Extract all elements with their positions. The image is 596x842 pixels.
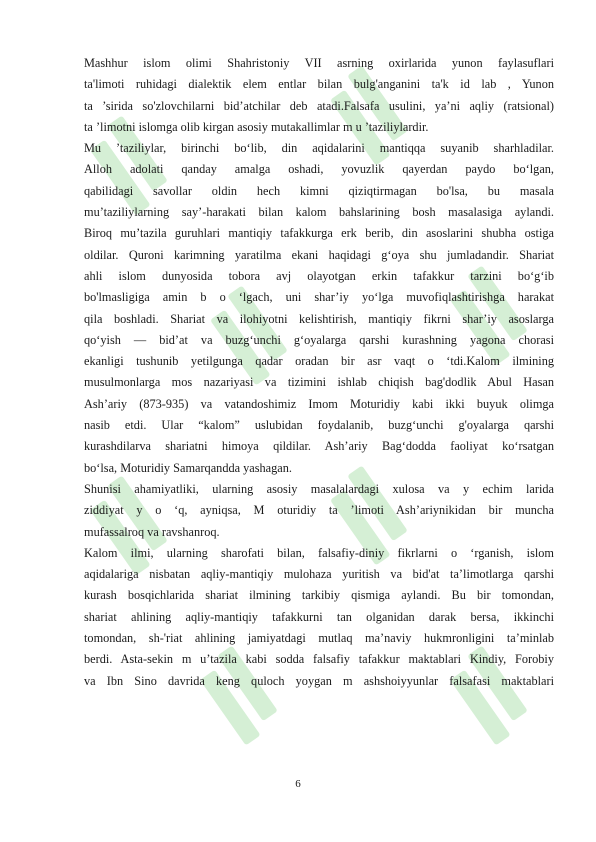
- text-line: ta ’limotni islomga olib kirgan asosiy mutakallimlar m u ’taziliylardir.: [84, 119, 429, 134]
- body-text: [84, 53, 554, 692]
- text-line: ahli islom dunyosida tobora avj olayotgan erkin tafakkur tarzini bo‘g‘ib: [84, 268, 554, 283]
- text-line: oldilar. Quroni karimning yaratilma ekani haqidagi g‘oya shu jumladandir. Shariat: [84, 247, 554, 262]
- text-line: Mashhur islom olimi Shahristoniy VII asrning oxirlarida yunon faylasuflari: [84, 56, 554, 70]
- text-line: Ash’ariy (873-935) va vatandoshimiz Imom Moturidiy kabi ikki buyuk olimga: [84, 396, 554, 411]
- text-line: Alloh adolati qanday amalga oshadi, yovuzlik qayerdan paydo bo‘lgan,: [84, 162, 554, 177]
- text-line: mufassalroq va ravshanroq.: [84, 524, 220, 539]
- text-line: ekanligi tushunib yetilgunga qadar oradan bir asr vaqt o ‘tdi.Kalom ilmining: [84, 354, 554, 369]
- text-line: ziddiyat y o ‘q, ayniqsa, M oturidiy ta ’limoti Ash’ariynikidan bir muncha: [84, 503, 554, 518]
- text-line: Kalom ilmi, ularning sharofati bilan, falsafiy-diniy fikrlarni o ‘rganish, islom: [84, 545, 554, 560]
- text-line: va Ibn Sino davrida keng quloch yoygan m ashshoiyyunlar falsafasi maktablari: [84, 673, 554, 688]
- text-line: aqidalariga nisbatan aqliy-mantiqiy mulohaza yuritish va bid'at ta’limotlarga qarshi: [84, 567, 554, 582]
- text-line: mu’taziliylarning say’-harakati bilan kalom bahslarining bosh masalasiga aylandi.: [84, 205, 554, 220]
- text-line: Mu ’taziliylar, birinchi bo‘lib, din aqidalarini mantiqqa suyanib sharhladilar.: [84, 141, 554, 156]
- text-line: nasib etdi. Ular “kalom” uslubidan foydalanib, buzg‘unchi g'oyalarga qarshi: [84, 418, 554, 433]
- text-line: ta'limoti ruhidagi dialektik elem entlar bilan bulg'anganini ta'k id lab , Yunon: [84, 77, 554, 92]
- text-line: qila boshladi. Shariat va ilohiyotni kelishtirish, mantiqiy fikrni shar’iy asoslarga: [84, 311, 554, 326]
- text-line: kurashdilarva shariatni himoya qildilar. Ash’ariy Bag‘dodda faoliyat ko‘rsatgan: [84, 439, 554, 454]
- text-line: shariat ahlining aqliy-mantiqiy tafakkurni tan olganidan darak bersa, ikkinchi: [84, 609, 554, 624]
- text-line: Shunisi ahamiyatliki, ularning asosiy masalalardagi xulosa va y echim larida: [84, 481, 554, 496]
- text-line: musulmonlarga mos nazariyasi va tizimini ishlab chiqish bag'dodlik Abul Hasan: [84, 375, 554, 390]
- text-line: Biroq mu’tazila guruhlari mantiqiy tafakkurga erk berib, din asoslarini shubha ostiga: [84, 226, 554, 241]
- text-line: ta ’sirida so'zlovchilarni bid’atchilar deb atadi.Falsafa usulini, ya’ni aqliy (ratsional): [84, 98, 554, 113]
- text-line: bo'lmasligiga amin b o ‘lgach, uni shar’iy yo‘lga muvofiqlashtirishga harakat: [84, 290, 554, 305]
- text-line: bo‘lsa, Moturidiy Samarqandda yashagan.: [84, 460, 292, 475]
- text-line: kurash bosqichlarida shariat ilmining tarkibiy qismiga aylandi. Bu bir tomondan,: [84, 588, 554, 603]
- text-line: qabilidagi savollar oldin hech kimni qiziqtirmagan bo'lsa, bu masala: [84, 183, 554, 198]
- text-line: qo‘yish — bid’at va buzg‘unchi g‘oyalarga qarshi kurashning yagona chorasi: [84, 332, 554, 347]
- text-line: berdi. Asta-sekin m u’tazila kabi sodda falsafiy tafakkur maktablari Kindiy, Forobiy: [84, 652, 554, 667]
- text-line: tomondan, sh-'riat ahlining jamiyatdagi mutlaq ma’naviy hukmronligini ta’minlab: [84, 631, 554, 646]
- page-number: 6: [295, 778, 301, 790]
